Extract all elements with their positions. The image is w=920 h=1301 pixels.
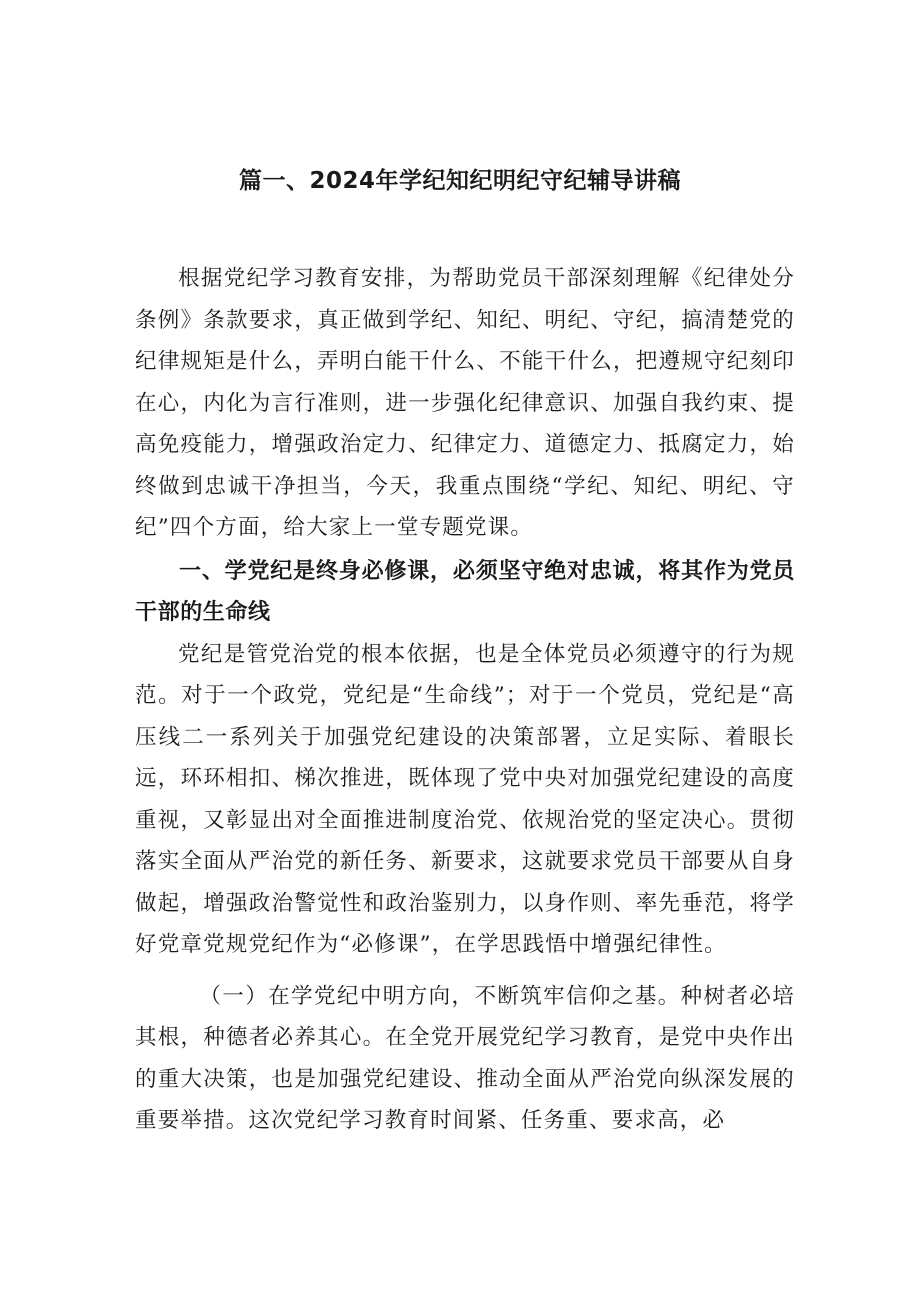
document-body: [135, 258, 795, 1142]
subsection-1-paragraph: （一）在学党纪中明方向，不断筑牢信仰之基。种树者必培其根，种德者必养其心。在全党开展党纪学习教育，是党中央作出的重大决策，也是加强党纪建设、推动全面从严治党向纵深发展的重要举措。这次党纪学习教育时间紧、任务重、要求高，必: [135, 983, 795, 1133]
document-title: 篇一、2024年学纪知纪明纪守纪辅导讲稿: [238, 168, 681, 194]
section-1-paragraph: 党纪是管党治党的根本依据，也是全体党员必须遵守的行为规范。对于一个政党，党纪是“生命线”；对于一个党员，党纪是“高压线二一系列关于加强党纪建设的决策部署，立足实际、着眼长远，环环相扣、梯次推进，既体现了党中央对加强党纪建设的高度重视，又彰显出对全面推进制度治党、依规治党的坚定决心。贯彻落实全面从严治党的新任务、新要求，这就要求党员干部要从自身做起，增强政治警觉性和政治鉴别力，以身作则、率先垂范，将学好党章党规党纪作为“必修课”，在学思践悟中增强纪律性。: [135, 641, 795, 957]
intro-paragraph: 根据党纪学习教育安排，为帮助党员干部深刻理解《纪律处分条例》条款要求，真正做到学纪、知纪、明纪、守纪，搞清楚党的纪律规矩是什么，弄明白能干什么、不能干什么，把遵规守纪刻印在心，内化为言行准则，进一步强化纪律意识、加强自我约束、提高免疫能力，增强政治定力、纪律定力、道德定力、抵腐定力，始终做到忠诚干净担当，今天，我重点围绕“学纪、知纪、明纪、守纪”四个方面，给大家上一堂专题党课。: [135, 266, 795, 540]
section-heading-1: 一、学党纪是终身必修课，必须坚守绝对忠诚，将其作为党员干部的生命线: [135, 558, 795, 625]
